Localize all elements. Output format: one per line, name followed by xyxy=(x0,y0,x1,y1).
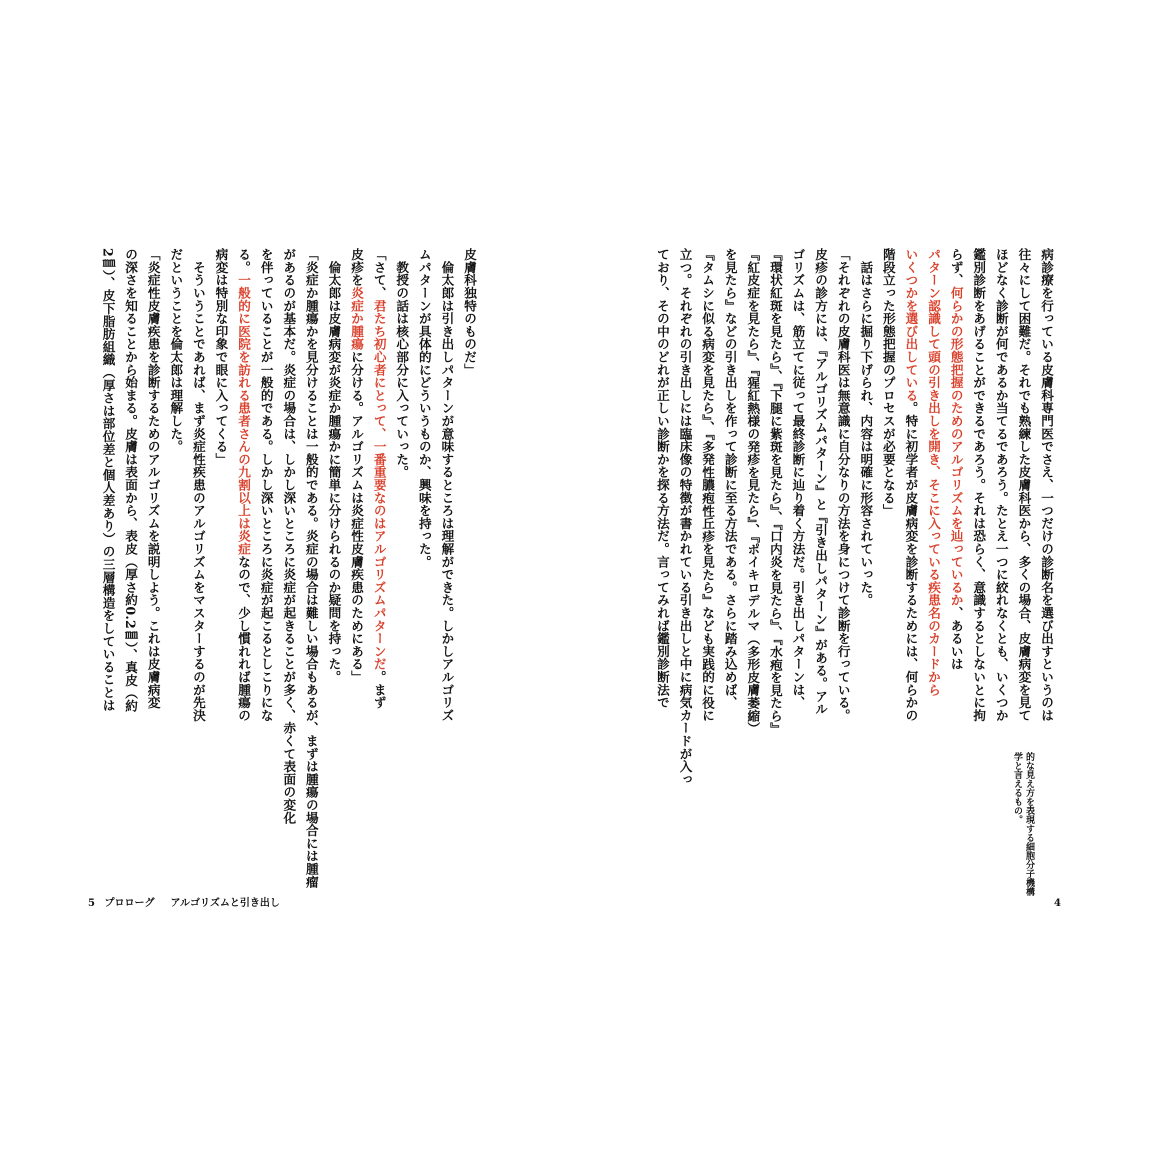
text-segment: ほどなく診断が何であるか当てるであろう。たとえ一つに絞れなくとも、いくつか xyxy=(993,248,1009,722)
text-segment: 往々にして困難だ。それでも熟練した皮膚科医から、多くの場合、皮膚病変を見て xyxy=(1016,248,1032,722)
text-line xyxy=(299,248,322,888)
text-segment: 『タムシに似る病変を見たら』、『多発性膿疱性丘疹を見たら』なども実践的に役に xyxy=(700,248,716,722)
text-line xyxy=(457,248,480,753)
text-segment: る。 xyxy=(236,248,252,274)
text-line xyxy=(1034,248,1057,753)
text-segment: 『環状紅斑を見たら』、『下腿に紫斑を見たら』、『口内炎を見たら』、『水疱を見たら』 xyxy=(767,248,783,735)
text-line xyxy=(921,248,944,753)
text-segment: ゴリズムは、筋立てに従って最終診断に辿り着く方法だ。引き出しパターンは、 xyxy=(790,248,806,709)
text-segment: を見たら』などの引き出しを作って診断に至る方法である。さらに踏み込めば、 xyxy=(722,248,738,709)
text-line xyxy=(944,248,967,753)
text-line xyxy=(435,248,458,753)
text-segment: 皮疹を xyxy=(349,248,365,287)
text-line xyxy=(673,248,696,786)
text-segment: 病診療を行っている皮膚科専門医でさえ、一つだけの診断名を選び出すというのは xyxy=(1039,248,1054,722)
text-segment: なので、少し慣れれば腫瘍の xyxy=(236,555,252,722)
page-number: 4 xyxy=(1054,898,1061,909)
text-segment: 皮膚科独特のものだ」 xyxy=(462,248,477,376)
text-segment: 。特に初学者が皮膚病変を診断するためには、何らかの xyxy=(903,401,919,722)
text-line xyxy=(989,248,1012,753)
text-line xyxy=(854,248,877,753)
text-line xyxy=(808,248,831,753)
text-line xyxy=(831,248,854,753)
text-line xyxy=(412,248,435,753)
text-segment: 「それぞれの皮膚科医は無意識に自分なりの方法を身につけて診断を行っている。 xyxy=(835,248,851,722)
text-line xyxy=(344,248,367,753)
running-header-chapter: プロローグ xyxy=(104,898,155,909)
text-segment: を伴っていることが一般的である。しかし深いところに炎症が起こるとしこりにな xyxy=(258,248,274,722)
highlighted-text: いくつかを選び出している xyxy=(903,248,919,402)
text-line xyxy=(390,248,413,753)
text-line xyxy=(786,248,809,753)
text-segment: らず、 xyxy=(948,248,964,287)
text-segment: の深さを知ることから始まる。皮膚は表面から、表皮（厚さ約0.2㎜）、真皮（約 xyxy=(123,248,139,713)
left-page-body xyxy=(92,248,480,888)
text-segment: だということを倫太郎は理解した。 xyxy=(168,248,184,453)
text-segment: 話はさらに掘り下げられ、内容は明確に形容されていった。 xyxy=(858,248,874,607)
running-header-title: アルゴリズムと引き出し xyxy=(170,898,280,909)
text-segment: ムパターンが具体的にどういうものか、興味を持った。 xyxy=(416,248,432,568)
text-segment: 病変は特別な印象で眼に入ってくる」 xyxy=(213,248,229,466)
text-segment: 立つ。それぞれの引き出しには臨床像の特徴が書かれている引き出しと中に病気カードが入っ xyxy=(677,248,693,786)
text-segment: そういうことであれば、まず炎症性疾患のアルゴリズムをマスターするのが先決 xyxy=(190,248,206,722)
text-segment: 倫太郎は皮膚病変が炎症か腫瘍かに簡単に分けられるのか疑問を持った。 xyxy=(326,248,342,684)
text-line xyxy=(967,248,990,753)
text-line xyxy=(899,248,922,753)
page-number: 5 xyxy=(88,898,95,909)
text-segment: 「さて、 xyxy=(371,248,387,300)
text-segment: 階段立った形態把握のプロセスが必要となる」 xyxy=(880,248,896,517)
text-line xyxy=(741,248,764,753)
text-segment: 鑑別診断をあげることができるであろう。それは恐らく、意識するとしないとに拘 xyxy=(971,248,987,722)
text-line xyxy=(277,248,300,824)
margin-note-line: 学と言えるもの。 xyxy=(1012,752,1022,824)
text-line xyxy=(367,248,390,753)
text-segment: 教授の話は核心部分に入っていった。 xyxy=(394,248,410,479)
highlighted-text: 君たち初心者にとって、一番重要なのはアルゴリズムパターンだ xyxy=(371,299,387,671)
text-line xyxy=(164,248,187,753)
text-segment: 「炎症性皮膚疾患を診断するためのアルゴリズムを説明しよう。これは皮膚病変 xyxy=(145,248,161,709)
text-line xyxy=(696,248,719,753)
text-segment: 『紅皮症を見たら』、『猩紅熱様の発疹を見たら』、『ポイキロデルマ（多形皮膚萎縮） xyxy=(745,248,761,735)
highlighted-text: 何らかの形態把握のためのアルゴリズムを辿っているか xyxy=(948,286,964,607)
text-line xyxy=(876,248,899,753)
highlighted-text: 一般的に医院を訪れる患者さんの九割以上は炎症 xyxy=(236,273,252,556)
text-segment: に分ける。アルゴリズムは炎症性皮膚疾患のためにある」 xyxy=(349,350,365,684)
text-line xyxy=(186,248,209,753)
text-segment: 、あるいは xyxy=(948,606,964,671)
text-segment: 倫太郎は引き出しパターンが意味するところは理解ができた。しかしアルゴリズ xyxy=(439,248,455,722)
text-line xyxy=(141,248,164,753)
text-segment: 「炎症か腫瘍かを見分けることは一般的である。炎症の場合は難しい場合もあるが、まずは腫瘍の場合には腫瘤 xyxy=(303,248,319,888)
right-page-body xyxy=(654,248,1057,786)
text-line xyxy=(322,248,345,753)
text-line xyxy=(209,248,232,753)
text-line xyxy=(650,248,673,753)
text-line xyxy=(718,248,741,753)
text-segment: 2㎜）、皮下脂肪組織（厚さは部位差と個人差あり）の三層構造をしていることは xyxy=(100,248,116,712)
right-page xyxy=(575,0,1150,1150)
text-line xyxy=(763,248,786,753)
right-page-footer xyxy=(1054,897,1061,911)
text-line xyxy=(1012,248,1035,753)
text-line xyxy=(96,248,119,753)
margin-note-line: 的な見え方を表現する細胞分子機構 xyxy=(1024,752,1034,896)
margin-note xyxy=(1007,752,1035,896)
left-page-footer xyxy=(88,897,280,911)
text-segment: 皮疹の診方には、『アルゴリズムパターン』と『引き出しパターン』がある。アル xyxy=(813,248,829,716)
text-segment: 。まず xyxy=(371,670,387,709)
highlighted-text: 炎症か腫瘍 xyxy=(349,286,365,351)
highlighted-text: パターン認識して頭の引き出しを開き、そこに入っている疾患名のカードから xyxy=(926,248,942,696)
text-segment: があるのが基本だ。炎症の場合は、しかし深いところに炎症が起きることが多く、赤くて表面の変化 xyxy=(281,248,297,824)
text-segment: ており、その中のどれが正しい診断かを探る方法だ。言ってみれば鑑別診断法で xyxy=(654,248,670,709)
text-line xyxy=(119,248,142,753)
text-line xyxy=(254,248,277,753)
text-line xyxy=(231,248,254,753)
